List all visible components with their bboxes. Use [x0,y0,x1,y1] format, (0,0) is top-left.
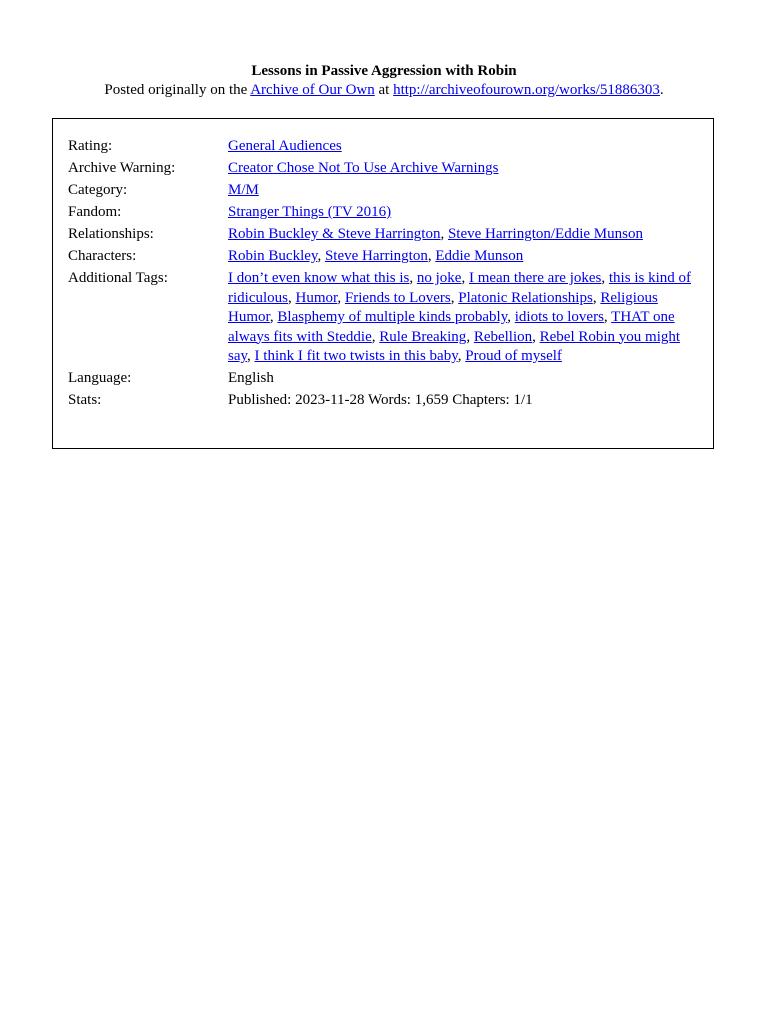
characters-label: Characters: [68,248,137,264]
tag-link[interactable]: idiots to lovers [514,309,604,325]
tag-link[interactable]: Stranger Things (TV 2016) [228,204,392,220]
characters-value: Robin Buckley, Steve Harrington, Eddie Munson [228,248,524,264]
tag-link[interactable]: M/M [228,182,259,198]
tag-link[interactable]: Humor [295,289,338,306]
tag-link[interactable]: Platonic Relationships [458,289,593,306]
tags-label: Additional Tags: [68,270,168,286]
tag-link[interactable]: Eddie Munson [435,248,524,264]
metadata-box [52,118,714,449]
tag-link[interactable]: Blasphemy of multiple kinds probably [277,309,508,325]
tag-link[interactable]: no joke [416,270,462,286]
tag-link[interactable]: Rebel Robin you might say [228,328,681,364]
posted-suffix: . [659,82,664,98]
relationships-row [68,225,700,245]
stats-row [68,391,700,411]
tags-row [68,269,700,367]
tag-link[interactable]: Steve Harrington/Eddie Munson [447,226,643,242]
tag-link[interactable]: General Audiences [228,138,342,154]
language-label: Language: [68,370,132,386]
tag-link[interactable]: I mean there are jokes [468,270,602,286]
tag-link[interactable]: Friends to Lovers [344,289,451,306]
category-label: Category: [68,182,128,198]
posted-mid: at [374,82,394,98]
work-header [0,62,768,100]
warning-row [68,159,700,179]
tag-link[interactable]: THAT one always fits with Steddie [228,309,675,345]
work-url-link[interactable]: http://archiveofourown.org/works/51886303 [393,82,660,98]
language-row [68,369,700,389]
rating-value [228,137,698,157]
work-title: Lessons in Passive Aggression with Robin [251,63,517,79]
rating-row [68,137,700,157]
relationships-value: Robin Buckley & Steve Harrington, Steve Harrington/Eddie Munson [228,226,643,242]
metadata-list [68,137,700,411]
tag-link[interactable]: Rule Breaking [379,328,467,345]
stats-value: Published: 2023-11-28 Words: 1,659 Chapters: 1/1 [228,392,533,408]
tags-value: I don’t even know what this is, no joke, I mean there are jokes, this is kind of ridiculous, Humor, Friends to Lovers, Platonic Relationships, Religious Humor, Blasphemy of multiple kinds probably, idiots to lovers, THAT one always fits with Steddie, Rule Breaking, Rebellion, Rebel Robin you might say, I think I fit two twists in this baby, Proud of myself [228,270,691,364]
warning-value [228,159,698,179]
characters-row [68,247,700,267]
posted-prefix: Posted originally on the [104,82,251,98]
tag-link[interactable]: Robin Buckley & Steve Harrington [228,226,441,242]
tag-link[interactable]: this is kind of ridiculous [228,270,691,306]
fandom-label: Fandom: [68,204,122,220]
stats-label: Stats: [68,392,102,408]
tag-link[interactable]: Creator Chose Not To Use Archive Warnings [228,160,499,176]
tag-link[interactable]: Robin Buckley [228,248,318,264]
tag-link[interactable]: Proud of myself [465,348,562,364]
tag-link[interactable]: Religious Humor [228,289,658,325]
category-row [68,181,700,201]
fandom-value [228,203,698,223]
tag-link[interactable]: Steve Harrington [324,248,428,264]
language-value: English [228,370,274,386]
relationships-label: Relationships: [68,226,154,242]
rating-label: Rating: [68,138,113,154]
archive-link[interactable]: Archive of Our Own [250,82,375,98]
category-value [228,181,698,201]
tag-link[interactable]: I don’t even know what this is [228,270,410,286]
posted-line [0,81,768,100]
fandom-row [68,203,700,223]
tag-link[interactable]: I think I fit two twists in this baby [254,348,458,364]
tag-link[interactable]: Rebellion [473,328,533,345]
warning-label: Archive Warning: [68,160,176,176]
